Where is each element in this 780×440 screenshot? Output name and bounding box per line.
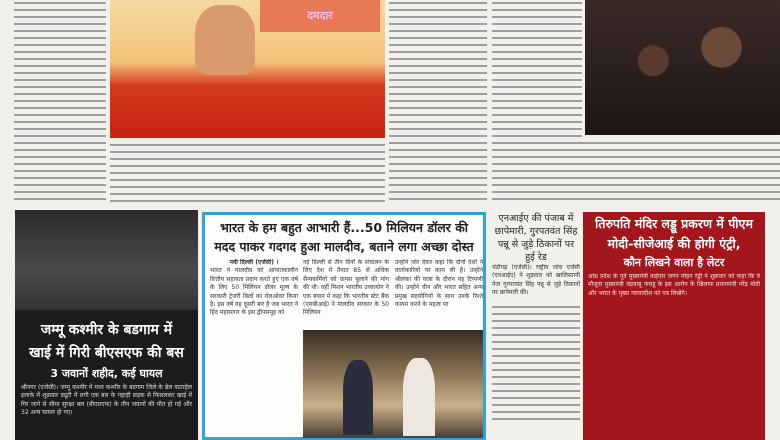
tirupati-headline-1: तिरुपति मंदिर लड्डू प्रकरण में पीएम (595, 216, 753, 231)
bsf-body: श्रीनगर (एजेंसी)। जम्मू कश्मीर में मध्य कश्मीर के बडगाम जिले के ब्रेल वाटरहेल इलाके में शुक्रवार ड्यूटी में लगी एक बस के पहाड़ी सड़क से फिसलकर खाई में गिर जाने से सीमा सुरक्षा बल (बीएसएफ) के तीन जवानों की मौत हो गई और 32 अन्य घायल हो गए। (21, 384, 192, 417)
top-right-column-text (492, 0, 582, 140)
nia-headline: एनआईए की पंजाब में छापेमारी, गुरपतवंत सिंह पन्नू से जुड़े ठिकानों पर हुई रेड (494, 213, 578, 263)
bus-accident-photo (15, 210, 198, 310)
tirupati-headline-2: मोदी-सीजेआई की होगी एंट्री, (607, 236, 741, 251)
nia-article (492, 212, 580, 440)
maldives-headline-1: भारत के हम बहुत आभारी हैं...50 मिलियन डॉलर की (219, 220, 469, 235)
maldives-col1: भारत ने मालदीव को आपातकालीन वित्तीय सहायता प्रदान करते हुए एक वर्ष के लिए 50 मिलियन डॉलर मूल्य के सरकारी ट्रेजरी बिलों का रोलओवर किया है। इस वर्ष यह दूसरी बार है जब भारत ने हिंद महासागर के इस द्वीपसमूह को (210, 267, 298, 317)
top-left-column-text (14, 0, 106, 205)
maldives-col3: उन्होंने जोर देकर कहा कि दोनों देशों ने वार्ताकारियों पर काम ली है। उन्होंने श्रीलंका की यात्रा के दौरान यह टिप्पणी की। उन्होंने चीन और भारत सहित अन्य प्रमुख सहयोगियों के साथ उनके रिश्ते कायम करने के महत्व पर (395, 259, 483, 309)
tirupati-body: आंध्र प्रदेश के पूर्व मुख्यमंत्री वाईएस जगन मोहन रेड्डी ने शुक्रवार को कहा कि वे मौजूदा मुख्यमंत्री चंद्रबाबू नायडू के इस आरोप के खिलाफ प्रधानमंत्री नरेंद्र मोदी और भारत के मुख्य न्यायाधीश को पत्र लिखेंगे। (588, 273, 760, 297)
speaker-figure (195, 5, 255, 75)
nia-body: चंडीगढ़ (एजेंसी)। राष्ट्रीय जांच एजेंसी (एनआईए) ने शुक्रवार को खालिस्तानी नेता गुरपतवंत सिंह पन्नू से जुड़े ठिकानों पर छापेमारी की। (492, 264, 580, 297)
maldives-article (202, 212, 486, 440)
tirupati-headline-3: कौन लिखने वाला है लेटर (623, 256, 725, 269)
tirupati-article (583, 212, 765, 440)
photo-banner: दमदार (260, 0, 380, 32)
handshake-photo (303, 330, 483, 438)
bsf-headline-2: खाई में गिरी बीएसएफ की बस (29, 345, 184, 361)
maldives-col2: नई दिल्ली से तीन दिनों के संचालन के लिए देश में तैनात 85 से अधिक सैन्यकर्मियों को वापस बुलाने की मांग की थी। वहीं मिशन भारतीय उच्चायोग ने एक बयान में कहा कि भारतीय स्टेट बैंक (एसबीआई) ने मालदीव सरकार के 50 मिलियन (303, 259, 389, 317)
nia-more-text (492, 304, 580, 422)
speech-article-text (110, 142, 385, 205)
top-center-column-text (389, 0, 487, 205)
protest-article-text (492, 140, 780, 205)
maldives-headline-2: मदद पाकर गदगद हुआ मालदीव, बताने लगा अच्छा दोस्त (214, 239, 474, 254)
protest-photo (585, 0, 780, 135)
maldives-dateline: नयी दिल्ली (एजेंसी) । (229, 259, 279, 266)
speech-photo (110, 0, 385, 138)
bsf-headline-1: जम्मू कश्मीर के बडगाम में (40, 322, 173, 338)
bsf-subhead: 3 जवानों शहीद, कई घायल (50, 367, 163, 380)
bsf-bus-article (15, 210, 198, 440)
